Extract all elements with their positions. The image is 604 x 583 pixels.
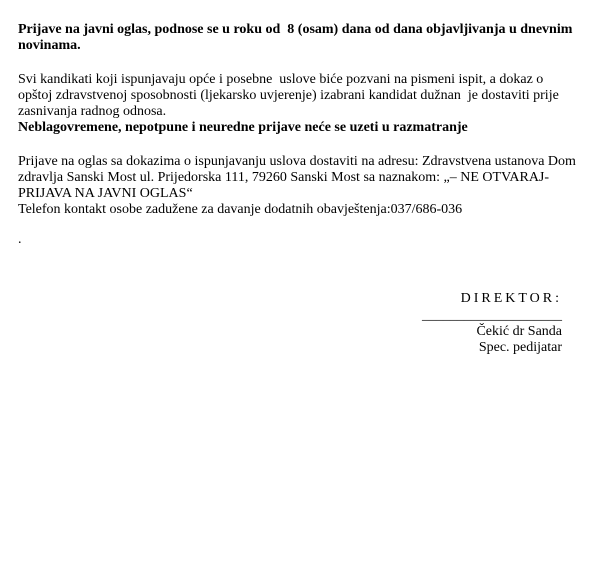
spacer <box>18 54 578 72</box>
address-paragraph: Prijave na oglas sa dokazima o ispunjavanju uslova dostaviti na adresu: Zdravstvena ustanova Dom zdravlja Sanski Most ul. Prijedorska 111, 79260 Sanski Most sa naznakom: „– NE OTVARAJ- PRIJAVA NA JAVNI OGLAS“ <box>18 154 580 201</box>
incomplete-applications-notice: Neblagovremene, nepotpune i neuredne prijave neće se uzeti u razmatranje <box>18 120 468 135</box>
signatory-role: Spec. pedijatar <box>478 340 562 355</box>
spacer <box>18 136 578 154</box>
signature-line: ____________________ <box>422 308 562 323</box>
contact-phone-line: Telefon kontakt osobe zadužene za davanje dodatnih obavještenja:037/686-036 <box>18 202 463 217</box>
document-body <box>18 22 578 248</box>
signature-title: DIREKTOR: <box>460 291 562 306</box>
signatory-name: Čekić dr Sanda <box>476 324 562 339</box>
signature-block <box>422 291 562 356</box>
exam-paragraph: Svi kandikati koji ispunjavaju opće i posebne uslove biće pozvani na pismeni ispit, a dokaz o opštoj zdravstvenoj sposobnosti (ljekarsko uvjerenje) izabrani kandidat dužnan je dostaviti prije zasnivanja radnog odnosa. <box>18 72 563 119</box>
stray-dot: . <box>18 232 22 247</box>
deadline-paragraph: Prijave na javni oglas, podnose se u roku od 8 (osam) dana od dana objavljivanja u dnevnim novinama. <box>18 22 576 53</box>
